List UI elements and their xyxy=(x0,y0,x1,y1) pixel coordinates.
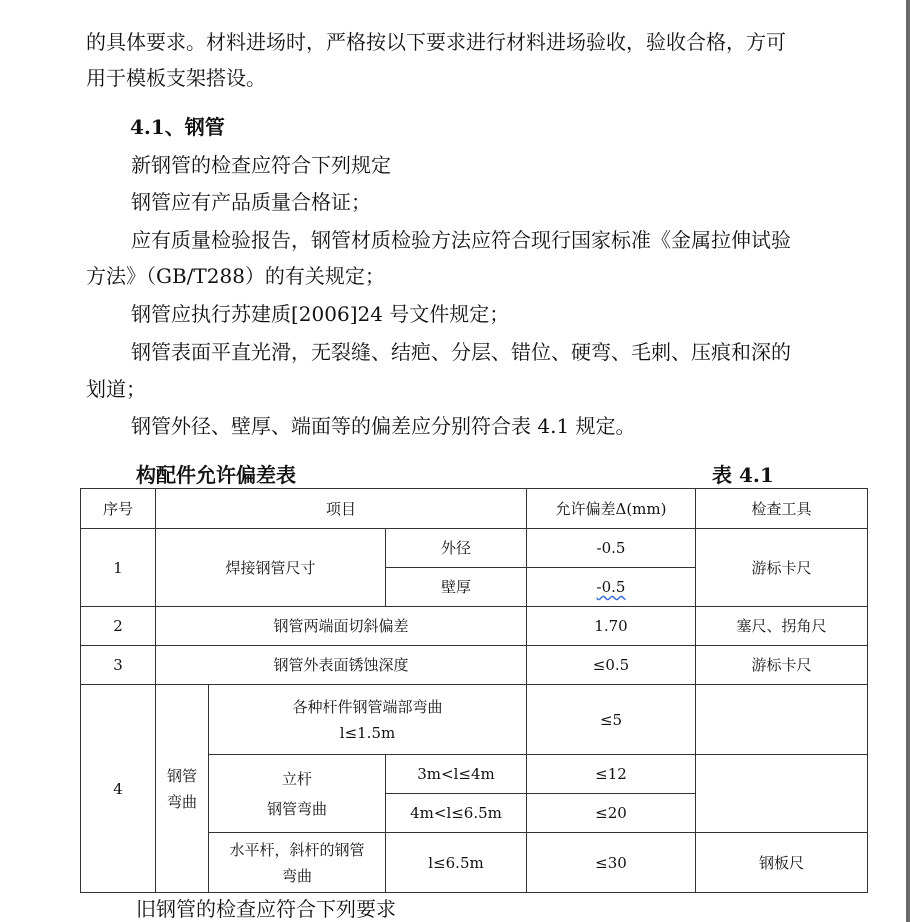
row4-sub2-line-2: 钢管弯曲 xyxy=(266,799,327,818)
row3-item: 钢管外表面锈蚀深度 xyxy=(156,646,527,685)
row3-no: 3 xyxy=(81,646,156,685)
row4-sub3-cond: l≤6.5m xyxy=(386,833,527,893)
paragraph-6: 钢管外径、壁厚、端面等的偏差应分别符合表 4.1 规定。 xyxy=(131,414,636,438)
row2-item: 钢管两端面切斜偏差 xyxy=(156,607,527,646)
intro-line-1: 的具体要求。材料进场时，严格按以下要求进行材料进场验收，验收合格，方可 xyxy=(86,30,786,54)
section-heading: 4.1、钢管 xyxy=(130,115,225,139)
row4-sub3 xyxy=(209,833,386,893)
paragraph-5-line-2: 划道； xyxy=(86,377,146,401)
row1-sub-wall-thickness: 壁厚 xyxy=(386,568,527,607)
row4-sub1-tol: ≤5 xyxy=(527,685,696,755)
row4-sub3-line-2: 弯曲 xyxy=(281,866,312,885)
row4-sub1-line-2: l≤1.5m xyxy=(339,723,396,742)
row4-sub2-tool xyxy=(696,755,868,833)
header-no: 序号 xyxy=(81,489,156,529)
paragraph-4: 钢管应执行苏建质[2006]24 号文件规定； xyxy=(131,302,510,326)
row1-tol-wall-cell xyxy=(527,568,696,607)
paragraph-1: 新钢管的检查应符合下列规定 xyxy=(131,153,391,177)
row4-sub2-tol-2: ≤20 xyxy=(527,794,696,833)
header-item: 项目 xyxy=(156,489,527,529)
row4-sub2-tol-1: ≤12 xyxy=(527,755,696,794)
row1-no: 1 xyxy=(81,529,156,607)
table-title: 构配件允许偏差表 xyxy=(136,463,296,487)
row4-sub2-cond-1: 3m<l≤4m xyxy=(386,755,527,794)
row4-sub2 xyxy=(209,755,386,833)
row4-sub2-line-1: 立杆 xyxy=(281,769,312,788)
table-row xyxy=(81,646,868,685)
header-tolerance: 允许偏差Δ(mm) xyxy=(527,489,696,529)
row4-group xyxy=(156,685,209,893)
row2-no: 2 xyxy=(81,607,156,646)
paragraph-3-line-2: 方法》（GB/T288）的有关规定； xyxy=(86,264,385,288)
row4-sub3-line-1: 水平杆，斜杆的钢管 xyxy=(229,840,365,859)
row4-sub1-line-1: 各种杆件钢管端部弯曲 xyxy=(292,697,443,716)
row4-sub1-tool xyxy=(696,685,868,755)
table-header-row xyxy=(81,489,868,529)
tolerance-table xyxy=(80,488,868,893)
row4-sub1 xyxy=(209,685,527,755)
row4-no: 4 xyxy=(81,685,156,893)
row3-tool: 游标卡尺 xyxy=(696,646,868,685)
row4-sub3-tool: 钢板尺 xyxy=(696,833,868,893)
row4-group-line-1: 钢管 xyxy=(166,766,197,785)
row4-sub2-cond-2: 4m<l≤6.5m xyxy=(386,794,527,833)
row1-item: 焊接钢管尺寸 xyxy=(156,529,386,607)
closing-paragraph: 旧钢管的检查应符合下列要求 xyxy=(136,897,396,921)
table-row xyxy=(81,607,868,646)
row2-tol: 1.70 xyxy=(527,607,696,646)
intro-line-2: 用于模板支架搭设。 xyxy=(86,66,266,90)
paragraph-2: 钢管应有产品质量合格证； xyxy=(131,190,371,214)
row1-tol-wall-thickness: -0.5 xyxy=(596,578,626,596)
row4-group-line-2: 弯曲 xyxy=(166,792,197,811)
table-number: 表 4.1 xyxy=(712,463,774,487)
table-row xyxy=(81,529,868,568)
row3-tol: ≤0.5 xyxy=(527,646,696,685)
row1-tol-outer-diameter: -0.5 xyxy=(527,529,696,568)
header-tool: 检查工具 xyxy=(696,489,868,529)
paragraph-5-line-1: 钢管表面平直光滑，无裂缝、结疤、分层、错位、硬弯、毛刺、压痕和深的 xyxy=(131,340,791,364)
table-row xyxy=(81,685,868,755)
row1-tool: 游标卡尺 xyxy=(696,529,868,607)
row1-sub-outer-diameter: 外径 xyxy=(386,529,527,568)
row2-tool: 塞尺、拐角尺 xyxy=(696,607,868,646)
window-right-border xyxy=(906,0,910,922)
row4-sub3-tol: ≤30 xyxy=(527,833,696,893)
paragraph-3-line-1: 应有质量检验报告，钢管材质检验方法应符合现行国家标准《金属拉伸试验 xyxy=(131,228,791,252)
